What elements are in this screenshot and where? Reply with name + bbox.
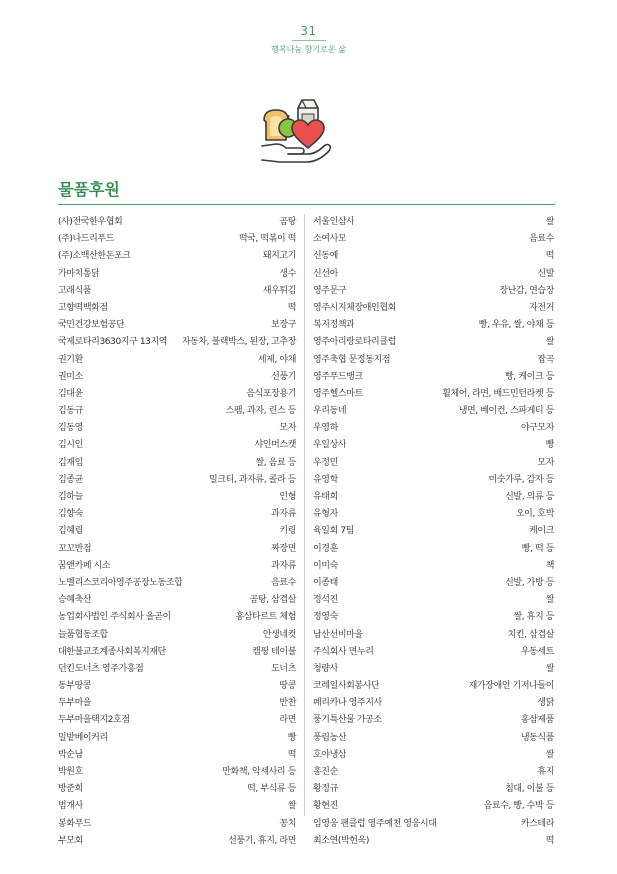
- donor-row: [313, 472, 554, 489]
- donated-item: 휴지: [537, 767, 554, 777]
- donated-item: 돼지고기: [262, 251, 296, 262]
- donor-row: [58, 352, 296, 369]
- donor-row: [313, 266, 554, 283]
- donated-item: 야구모자: [520, 423, 554, 434]
- donated-item: 과자류: [271, 560, 296, 571]
- donor-name: 주식회사 면누리: [313, 646, 374, 657]
- donated-item: 빵, 케이크 등: [505, 371, 554, 382]
- donor-name: 풍기특산물 가공소: [313, 715, 382, 726]
- donor-row: [313, 816, 554, 833]
- donor-row: [313, 523, 554, 540]
- donor-row: [58, 781, 296, 798]
- heart-icon: [292, 120, 324, 148]
- donor-row: [58, 575, 296, 592]
- donated-item: 떡: [287, 749, 296, 760]
- donor-name: 코레일사회봉사단: [313, 681, 380, 692]
- donated-item: 신발: [537, 268, 554, 279]
- donor-name: 범개사: [58, 801, 83, 812]
- donation-goods-illustration: [258, 94, 334, 166]
- donor-name: (주)소백산한돈포크: [58, 251, 131, 262]
- donor-name: 영주푸드뱅크: [313, 371, 363, 382]
- donor-row: [313, 352, 554, 369]
- donor-name: 복지정책과: [313, 320, 355, 331]
- donated-item: 모자: [537, 457, 554, 468]
- donor-row: [313, 661, 554, 678]
- donor-row: [313, 627, 554, 644]
- donor-name: 육일회 7팀: [313, 526, 354, 537]
- donor-name: 영주문구: [313, 285, 347, 296]
- donor-name: 신동예: [313, 251, 338, 262]
- donor-name: 청량사: [313, 663, 338, 674]
- page-subtitle: 행복나눔 향기로운 삶: [271, 45, 346, 54]
- donor-row: [58, 627, 296, 644]
- donated-item: 홍삼제품: [520, 715, 554, 726]
- donated-item: 생닭: [537, 698, 554, 709]
- donor-name: 농업회사법인 주식회사 올곧이: [58, 612, 171, 623]
- donor-name: 김시인: [58, 440, 83, 451]
- donated-item: 음료수, 빵, 수박 등: [483, 801, 554, 812]
- donor-row: [58, 712, 296, 729]
- donated-item: 쌀, 휴지 등: [513, 612, 554, 623]
- donor-row: [58, 455, 296, 472]
- page-number: 31: [300, 24, 317, 38]
- donated-item: 미숫가루, 감자 등: [488, 474, 554, 485]
- donor-row: [58, 798, 296, 815]
- donated-item: 우동세트: [520, 646, 554, 657]
- donor-row: [313, 644, 554, 661]
- donated-item: 빵, 우유, 쌀, 야채 등: [478, 320, 554, 331]
- donor-row: [313, 455, 554, 472]
- donated-item: 인형: [279, 492, 296, 502]
- donor-name: 풍림농산: [313, 732, 347, 743]
- donated-item: 떡국, 떡볶이 떡: [238, 234, 296, 245]
- donor-name: 호야냉삼: [313, 749, 347, 760]
- donor-row: [313, 403, 554, 420]
- donor-name: (주)나드리푸드: [58, 234, 114, 245]
- donor-name: 유영학: [313, 474, 338, 485]
- donor-name: 소여사모: [313, 234, 347, 245]
- donated-item: 떡: [545, 835, 554, 846]
- donor-name: 신선아: [313, 268, 338, 279]
- donated-item: 캠핑 테이블: [252, 646, 296, 657]
- donor-row: [58, 317, 296, 334]
- donor-name: 정석진: [313, 595, 338, 606]
- donor-name: 홍진순: [313, 767, 338, 777]
- donor-row: [58, 764, 296, 781]
- donated-item: 잡곡: [537, 354, 554, 365]
- donated-item: 떡: [545, 251, 554, 262]
- donor-row: [58, 489, 296, 506]
- donated-item: 침대, 이불 등: [505, 784, 554, 795]
- donor-name: 영주아리랑로타리클럽: [313, 337, 396, 348]
- page-header: [0, 24, 617, 55]
- donor-row: [313, 678, 554, 695]
- donor-name: 꿈앤카페 시소: [58, 560, 111, 571]
- donated-item: 치킨, 삼겹살: [507, 629, 554, 640]
- donor-name: 대한불교조계종사회복지재단: [58, 646, 166, 657]
- donated-item: 모자: [279, 423, 296, 434]
- donor-row: [313, 437, 554, 454]
- hand-icon: [262, 144, 330, 162]
- donor-row: [313, 747, 554, 764]
- donated-item: 쌀: [545, 595, 554, 606]
- donor-name: 국제로타리3630지구 13지역: [58, 337, 168, 348]
- donor-row: [313, 248, 554, 265]
- donor-row: [58, 420, 296, 437]
- donor-name: 페리카나 영주지사: [313, 698, 382, 709]
- donor-row: [313, 231, 554, 248]
- donor-row: [313, 609, 554, 626]
- donor-row: [313, 506, 554, 523]
- donated-item: 빵: [545, 440, 554, 451]
- donor-name: 김종균: [58, 474, 83, 485]
- donor-name: 영주시지체장애인협회: [313, 302, 396, 313]
- donated-item: 땅콩: [279, 681, 296, 692]
- donated-item: 책: [545, 560, 554, 571]
- donated-item: 곰탕: [279, 217, 296, 227]
- donor-row: [313, 541, 554, 558]
- donated-item: 만화책, 악세사리 등: [222, 767, 296, 777]
- donor-name: 유형자: [313, 509, 338, 520]
- donor-name: 이종태: [313, 577, 338, 588]
- donor-row: [313, 334, 554, 351]
- donor-row: [313, 317, 554, 334]
- donated-item: 쌀: [545, 337, 554, 348]
- donated-item: 신발, 가방 등: [505, 577, 554, 588]
- donated-item: 세제, 야채: [257, 354, 296, 365]
- donated-item: 떡: [287, 302, 296, 313]
- donated-item: 카스테라: [520, 818, 554, 829]
- donor-name: 고향떡백화점: [58, 302, 108, 313]
- donor-name: 우일상사: [313, 440, 347, 451]
- donor-name: 이경훈: [313, 543, 338, 554]
- donor-row: [58, 644, 296, 661]
- donor-name: 국민건강보험공단: [58, 320, 125, 331]
- donor-name: 방준희: [58, 784, 83, 795]
- donor-name: 우정민: [313, 457, 338, 468]
- donor-row: [313, 558, 554, 575]
- donor-row: [58, 695, 296, 712]
- donor-row: [58, 266, 296, 283]
- donor-row: [313, 712, 554, 729]
- column-divider: [304, 214, 305, 816]
- donor-row: [58, 833, 296, 850]
- donor-name: 노벨리스코리아영주공장노동조합: [58, 577, 183, 588]
- donor-row: [313, 833, 554, 850]
- donor-row: [313, 730, 554, 747]
- donor-row: [58, 506, 296, 523]
- donor-name: 밀밭베이커리: [58, 732, 108, 743]
- donor-list-left: [58, 214, 296, 850]
- donor-row: [58, 334, 296, 351]
- donor-row: [313, 420, 554, 437]
- donor-name: 봉화푸드: [58, 818, 92, 829]
- donated-item: 케이크: [529, 526, 554, 537]
- donor-name: 꼬꼬반점: [58, 543, 92, 554]
- donor-row: [58, 816, 296, 833]
- donated-item: 떡, 부식류 등: [247, 784, 296, 795]
- donated-item: 샤인머스캣: [254, 440, 296, 451]
- donor-row: [313, 695, 554, 712]
- donated-item: 곰탕, 삼겹살: [249, 595, 296, 606]
- donor-row: [58, 403, 296, 420]
- donated-item: 쌀: [545, 663, 554, 674]
- donor-name: 가마치통닭: [58, 268, 100, 279]
- donor-list-right: [313, 214, 554, 850]
- donated-item: 장난감, 연습장: [499, 285, 554, 296]
- donated-item: 반찬: [279, 698, 296, 709]
- donor-name: 김하늘: [58, 492, 83, 502]
- donated-item: 키링: [279, 526, 296, 537]
- donor-row: [58, 369, 296, 386]
- donor-name: 우영하: [313, 423, 338, 434]
- donated-item: 자동차, 블랙박스, 된장, 고추장: [181, 337, 296, 348]
- donor-name: 박원호: [58, 767, 83, 777]
- donor-name: 김동영: [58, 423, 83, 434]
- donated-item: 안생네컷: [262, 629, 296, 640]
- donor-name: 던킨도너츠 영주가흥점: [58, 663, 144, 674]
- donated-item: 과자류: [271, 509, 296, 520]
- donor-row: [313, 781, 554, 798]
- donor-row: [313, 592, 554, 609]
- donated-item: 쌀: [287, 801, 296, 812]
- donor-row: [58, 300, 296, 317]
- donor-row: [58, 283, 296, 300]
- donor-row: [58, 592, 296, 609]
- donated-item: 냉면, 베이컨, 스파게티 등: [458, 406, 554, 417]
- donated-item: 선풍기, 휴지, 라면: [228, 835, 296, 846]
- donated-item: 오이, 호박: [515, 509, 554, 520]
- donated-item: 새우튀김: [262, 285, 296, 296]
- donated-item: 꽁치: [279, 818, 296, 829]
- donor-name: 정영숙: [313, 612, 338, 623]
- section-title: 물품후원: [58, 180, 120, 199]
- donor-name: 이미숙: [313, 560, 338, 571]
- donor-row: [58, 661, 296, 678]
- donor-row: [313, 283, 554, 300]
- donor-row: [313, 798, 554, 815]
- donor-row: [313, 575, 554, 592]
- donor-row: [313, 764, 554, 781]
- donor-row: [58, 231, 296, 248]
- donor-row: [58, 437, 296, 454]
- section-divider: [58, 204, 555, 205]
- donated-item: 빵: [287, 732, 296, 743]
- header-divider: [292, 40, 326, 41]
- donated-item: 쌀: [545, 217, 554, 227]
- donor-name: 최소연(박헌욱): [313, 835, 369, 846]
- donor-row: [58, 472, 296, 489]
- donated-item: 홍삼타르트 체험: [235, 612, 296, 623]
- donor-name: 박순남: [58, 749, 83, 760]
- donor-name: 유태희: [313, 492, 338, 502]
- donor-row: [313, 386, 554, 403]
- donor-name: 임영웅 팬클럽 영주예천 영웅시대: [313, 818, 437, 829]
- donor-name: 승혜축산: [58, 595, 92, 606]
- donated-item: 음식포장용기: [246, 388, 296, 399]
- donor-name: 김향숙: [58, 509, 83, 520]
- donated-item: 짜장면: [271, 543, 296, 554]
- donor-name: 부모회: [58, 835, 83, 846]
- donated-item: 신발, 의류 등: [505, 492, 554, 502]
- donated-item: 도너츠: [271, 663, 296, 674]
- donor-name: 김재임: [58, 457, 83, 468]
- donated-item: 빵, 떡 등: [521, 543, 554, 554]
- donor-name: 우리동네: [313, 406, 347, 417]
- donated-item: 휠체어, 라면, 배드민턴라켓 등: [442, 388, 554, 399]
- donated-item: 쌀, 음료 등: [255, 457, 296, 468]
- donor-name: 황현진: [313, 801, 338, 812]
- donor-row: [58, 541, 296, 558]
- donor-name: 김혜림: [58, 526, 83, 537]
- donor-row: [313, 214, 554, 231]
- donor-row: [313, 489, 554, 506]
- donor-row: [313, 369, 554, 386]
- donor-name: 두부마을: [58, 698, 92, 709]
- donor-row: [58, 386, 296, 403]
- donated-item: 음료수: [271, 577, 296, 588]
- donor-name: 권기환: [58, 354, 83, 365]
- donated-item: 보장구: [271, 320, 296, 331]
- donor-name: 황정규: [313, 784, 338, 795]
- donated-item: 스팸, 과자, 린스 등: [225, 406, 296, 417]
- donor-row: [58, 730, 296, 747]
- donor-name: (사)전국한우협회: [58, 217, 123, 227]
- donor-name: 늘품협동조합: [58, 629, 108, 640]
- donor-row: [58, 523, 296, 540]
- donor-name: 동부땅콩: [58, 681, 92, 692]
- donor-name: 남산선비마을: [313, 629, 363, 640]
- donor-name: 서울인삼사: [313, 217, 355, 227]
- donated-item: 생수: [279, 268, 296, 279]
- donated-item: 재가장애인 기저나들이: [468, 681, 554, 692]
- donor-row: [58, 678, 296, 695]
- donor-name: 권미소: [58, 371, 83, 382]
- donor-row: [58, 214, 296, 231]
- donor-name: 두부마을택지2호점: [58, 715, 130, 726]
- donated-item: 쌀: [545, 749, 554, 760]
- donor-name: 고래식품: [58, 285, 92, 296]
- donor-name: 김대윤: [58, 388, 83, 399]
- donor-row: [58, 558, 296, 575]
- donated-item: 라면: [279, 715, 296, 726]
- donor-row: [58, 609, 296, 626]
- donor-name: 김동규: [58, 406, 83, 417]
- donated-item: 선풍기: [271, 371, 296, 382]
- donor-row: [58, 747, 296, 764]
- donated-item: 음료수: [529, 234, 554, 245]
- donor-name: 영주축협 문정동지점: [313, 354, 391, 365]
- donor-name: 영주헬스마트: [313, 388, 363, 399]
- donor-row: [313, 300, 554, 317]
- donated-item: 냉동식품: [520, 732, 554, 743]
- donor-row: [58, 248, 296, 265]
- donated-item: 밀크티, 과자류, 콜라 등: [209, 474, 296, 485]
- donated-item: 자전거: [529, 302, 554, 313]
